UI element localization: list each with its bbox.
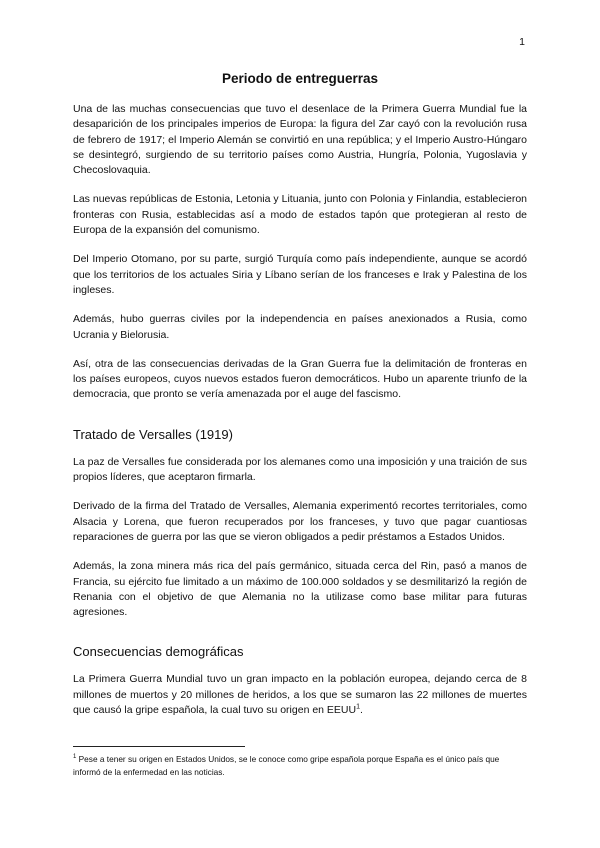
paragraph: La Primera Guerra Mundial tuvo un gran impacto en la población europea, dejando cerca de 8 millones de muertos y 20 millones de heridos, a los que se sumaron las 22 millones de muertes que causó la gripe española, la cual tuvo su origen en EEUU$^1$. [73, 673, 527, 717]
paragraph: Además, la zona minera más rica del país germánico, situada cerca del Rin, pasó a manos de Francia, su ejército fue limitado a un máximo de 100.000 soldados y se desmilitarizó la región de Renania con el objetivo de que Alemania no la utilizase como base militar para futuras agresiones. [73, 560, 527, 619]
page-title: Periodo de entreguerras [221, 71, 379, 86]
section-heading-versalles: Tratado de Versalles (1919) [73, 426, 233, 442]
section-heading-demografia: Consecuencias demográficas [73, 644, 244, 660]
paragraph: Una de las muchas consecuencias que tuvo el desenlace de la Primera Guerra Mundial fue la desaparición de los principales imperios de Europa: la figura del Zar cayó con la revolución rusa de febrero de 1917; el Imperio Alemán se convirtió en una república; y el Imperio Austro-Húngaro se desintegró, surgiendo de su territorio países como Austria, Hungría, Polonia, Yugoslavia y Checoslovaquia. [73, 103, 527, 177]
paragraph-text: La Primera Guerra Mundial tuvo un gran impacto en la población europea, dejando cerca de 8 millones de muertos y 20 millones de heridos, a los que se sumaron las 22 millones de muertes que causó la gripe española, la cual tuvo su origen en EEUU [73, 673, 527, 717]
paragraph: Así, otra de las consecuencias derivadas de la Gran Guerra fue la delimitación de fronteras en los países europeos, cuyos nuevos estados fueron democráticos. Hubo un aparente triunfo de la democracia, que pronto se vería amenazada por el auge del fascismo. [73, 357, 527, 401]
page-number: 1 [519, 36, 525, 48]
footnote-divider [73, 746, 245, 747]
paragraph: La paz de Versalles fue considerada por los alemanes como una imposición y una traición de sus propios líderes, que aceptaron firmarla. [73, 455, 527, 484]
footnote-reference[interactable]: 1 [356, 703, 361, 711]
footnote-number: 1 [73, 754, 77, 761]
paragraph: Además, hubo guerras civiles por la independencia en países anexionados a Rusia, como Ucrania y Bielorusia. [73, 313, 527, 341]
document-body [73, 102, 527, 732]
paragraph: Del Imperio Otomano, por su parte, surgió Turquía como país independiente, aunque se acordó que los territorios de los actuales Siria y Líbano serían de los franceses e Irak y Palestina de los ingleses. [73, 253, 527, 296]
paragraph: Derivado de la firma del Tratado de Versalles, Alemania experimentó recortes territoriales, como Alsacia y Lorena, que fueron recuperados por los franceses, y tuvo que pagar cuantiosas reparaciones de guerra por las que se vieron obligados a pedir préstamos a Estados Unidos. [73, 500, 527, 543]
footnote-text: Pese a tener su origen en Estados Unidos, se le conoce como gripe española porque España es el único país que informó de la enfermedad en las noticias. [73, 754, 500, 777]
paragraph: Las nuevas repúblicas de Estonia, Letonia y Lituania, junto con Polonia y Finlandia, establecieron fronteras con Rusia, establecidas así a modo de estados tapón que protegieran al resto de Europa de la expansión del comunismo. [73, 193, 527, 237]
footnote [73, 753, 527, 779]
